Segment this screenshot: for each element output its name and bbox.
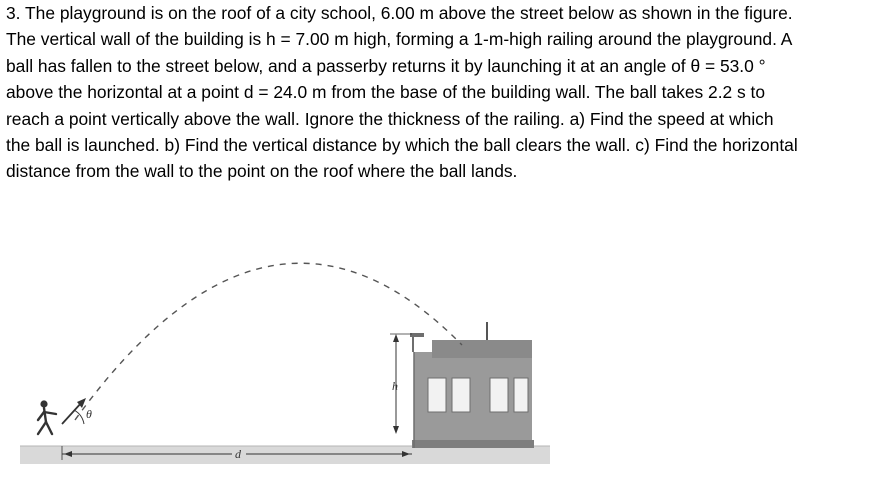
problem-line: the ball is launched. b) Find the vertical distance by which the ball clears the wall. c) Find the horizontal (6, 135, 798, 156)
label-h: h (392, 379, 398, 393)
building-window (452, 378, 470, 412)
building-upper-block (432, 340, 532, 358)
problem-line: ball has fallen to the street below, and a passerby returns it by launching it at an angle of θ = 53.0 ° (6, 55, 766, 76)
school-building (410, 322, 534, 448)
building-window (428, 378, 446, 412)
building-window (490, 378, 508, 412)
passerby-figure (38, 400, 56, 434)
street-ground (20, 446, 550, 464)
problem-line: 3. The playground is on the roof of a city school, 6.00 m above the street below as shown in the figure. (6, 3, 793, 23)
ball-trajectory (75, 263, 462, 420)
problem-line: above the horizontal at a point d = 24.0 m from the base of the building wall. The ball takes 2.2 s to (6, 82, 766, 103)
problem-line: The vertical wall of the building is h = 7.00 m high, forming a 1-m-high railing around the playground. A (6, 29, 793, 50)
problem-line: reach a point vertically above the wall. Ignore the thickness of the railing. a) Find the speed at which (6, 108, 774, 129)
problem-line: distance from the wall to the point on the roof where the ball lands. (6, 161, 518, 182)
label-d: d (235, 447, 241, 461)
launch-arrow (62, 398, 86, 424)
angle-arc (74, 410, 84, 424)
label-theta: θ (86, 407, 92, 421)
building-window (514, 378, 528, 412)
building-base (412, 440, 534, 448)
